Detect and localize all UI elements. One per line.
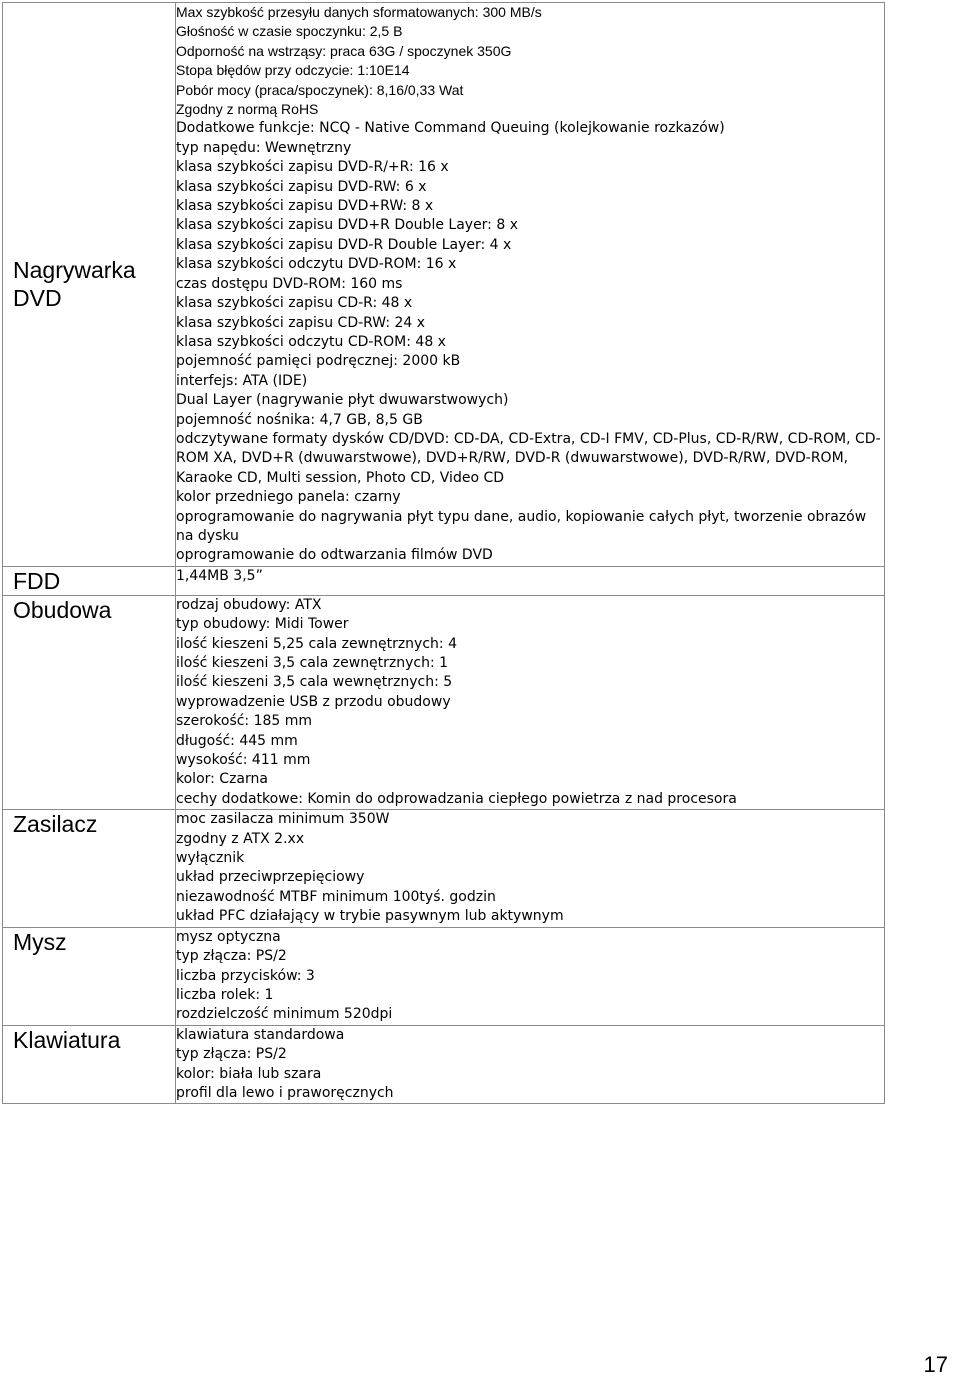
spec-line: klasa szybkości zapisu DVD-R/+R: 16 x [176,159,449,176]
spec-line: rozdzielczość minimum 520dpi [176,1006,393,1023]
spec-line: Max szybkość przesyłu danych sformatowanych: 300 MB/s [176,4,542,20]
spec-line: rodzaj obudowy: ATX [176,596,322,613]
spec-line: liczba przycisków: 3 [176,967,315,984]
spec-line-formats: odczytywane formaty dysków CD/DVD: CD-DA, CD-Extra, CD-I FMV, CD-Plus, CD-R/RW, CD-ROM, CD-ROM XA, DVD+R (dwuwarstwowe), DVD+R/RW, DVD-R (dwuwarstwowe), DVD-R/RW, DVD-ROM, Karaoke CD, Multi session, Photo CD, Video CD [176,430,881,486]
spec-line: Pobór mocy (praca/spoczynek): 8,16/0,33 Wat [176,81,464,98]
row-nagrywarka-dvd [3,3,885,567]
spec-line: pojemność nośnika: 4,7 GB, 8,5 GB [176,411,423,428]
spec-line: typ napędu: Wewnętrzny [176,139,352,156]
specification-table [2,2,885,1104]
spec-line: wyłącznik [176,850,245,867]
spec-line: typ obudowy: Midi Tower [176,616,349,633]
spec-line: zgodny z ATX 2.xx [176,830,305,847]
spec-line: typ złącza: PS/2 [176,948,287,965]
specs-cell-fdd [176,566,885,595]
spec-line: ilość kieszeni 3,5 cala zewnętrznych: 1 [176,655,449,671]
spec-line: klawiatura standardowa [176,1026,345,1043]
spec-line: klasa szybkości zapisu CD-RW: 24 x [176,314,426,331]
category-cell-fdd [3,566,176,595]
spec-line: klasa szybkości zapisu DVD-RW: 6 x [176,178,427,195]
spec-line: pojemność pamięci podręcznej: 2000 kB [176,353,461,370]
row-zasilacz [3,810,885,927]
spec-line: moc zasilacza minimum 350W [176,811,390,828]
spec-line: oprogramowanie do odtwarzania filmów DVD [176,547,493,564]
spec-line: interfejs: ATA (IDE) [176,372,308,389]
spec-line: liczba rolek: 1 [176,986,274,1003]
spec-line: cechy dodatkowe: Komin do odprowadzania ciepłego powietrza z nad procesora [176,790,737,807]
spec-line: Stopa błędów przy odczycie: 1:10E14 [176,62,410,79]
spec-line: kolor przedniego panela: czarny [176,489,401,506]
spec-line: Zgodny z normą RoHS [176,101,319,118]
category-cell-mysz [3,927,176,1025]
spec-line: klasa szybkości odczytu DVD-ROM: 16 x [176,256,457,273]
category-label-klawiatura: Klawiatura [13,1026,121,1053]
category-label-fdd: FDD [13,567,61,594]
category-cell-klawiatura [3,1025,176,1104]
specs-cell-zasilacz [176,810,885,927]
spec-line: klasa szybkości zapisu DVD+R Double Layer: 8 x [176,217,518,234]
category-label-obudowa: Obudowa [13,596,112,623]
spec-line: układ PFC działający w trybie pasywnym lub aktywnym [176,908,564,925]
category-label-nagrywarka: Nagrywarka DVD [13,257,136,312]
spec-line: długość: 445 mm [176,732,298,749]
spec-line: układ przeciwprzepięciowy [176,869,365,886]
spec-line: Dodatkowe funkcje: NCQ - Native Command Queuing (kolejkowanie rozkazów) [176,120,725,137]
spec-line: niezawodność MTBF minimum 100tyś. godzin [176,888,496,905]
spec-line: klasa szybkości odczytu CD-ROM: 48 x [176,333,446,350]
row-klawiatura [3,1025,885,1104]
specs-cell-mysz [176,927,885,1025]
spec-line: kolor: biała lub szara [176,1065,322,1082]
row-mysz [3,927,885,1025]
specs-cell-obudowa [176,595,885,809]
spec-line: szerokość: 185 mm [176,713,313,730]
spec-line: ilość kieszeni 3,5 cala wewnętrznych: 5 [176,674,453,691]
spec-line: mysz optyczna [176,928,281,945]
spec-line: czas dostępu DVD-ROM: 160 ms [176,275,403,292]
category-label-mysz: Mysz [13,928,67,955]
spec-line: Dual Layer (nagrywanie płyt dwuwarstwowych) [176,392,509,409]
spec-line: profil dla lewo i praworęcznych [176,1084,394,1101]
spec-line: wysokość: 411 mm [176,752,311,769]
spec-line: klasa szybkości zapisu CD-R: 48 x [176,295,413,312]
category-label-zasilacz: Zasilacz [13,811,98,838]
spec-line-software: oprogramowanie do nagrywania płyt typu dane, audio, kopiowanie całych płyt, tworzenie obrazów na dysku [176,508,867,544]
row-fdd [3,566,885,595]
spec-line: klasa szybkości zapisu DVD-R Double Layer: 4 x [176,236,512,253]
spec-line: typ złącza: PS/2 [176,1046,287,1063]
specs-cell-klawiatura [176,1025,885,1104]
category-cell-zasilacz [3,810,176,927]
spec-line: 1,44MB 3,5” [176,567,263,584]
row-obudowa [3,595,885,809]
category-cell-nagrywarka [3,3,176,567]
page-number: 17 [923,1352,948,1377]
spec-line: Odporność na wstrząsy: praca 63G / spoczynek 350G [176,42,512,59]
spec-line: Głośność w czasie spoczynku: 2,5 B [176,23,403,40]
category-cell-obudowa [3,595,176,809]
spec-line: klasa szybkości zapisu DVD+RW: 8 x [176,198,434,215]
specs-cell-nagrywarka [176,3,885,567]
spec-line: wyprowadzenie USB z przodu obudowy [176,693,451,710]
spec-line: ilość kieszeni 5,25 cala zewnętrznych: 4 [176,635,457,652]
spec-line: kolor: Czarna [176,771,268,788]
